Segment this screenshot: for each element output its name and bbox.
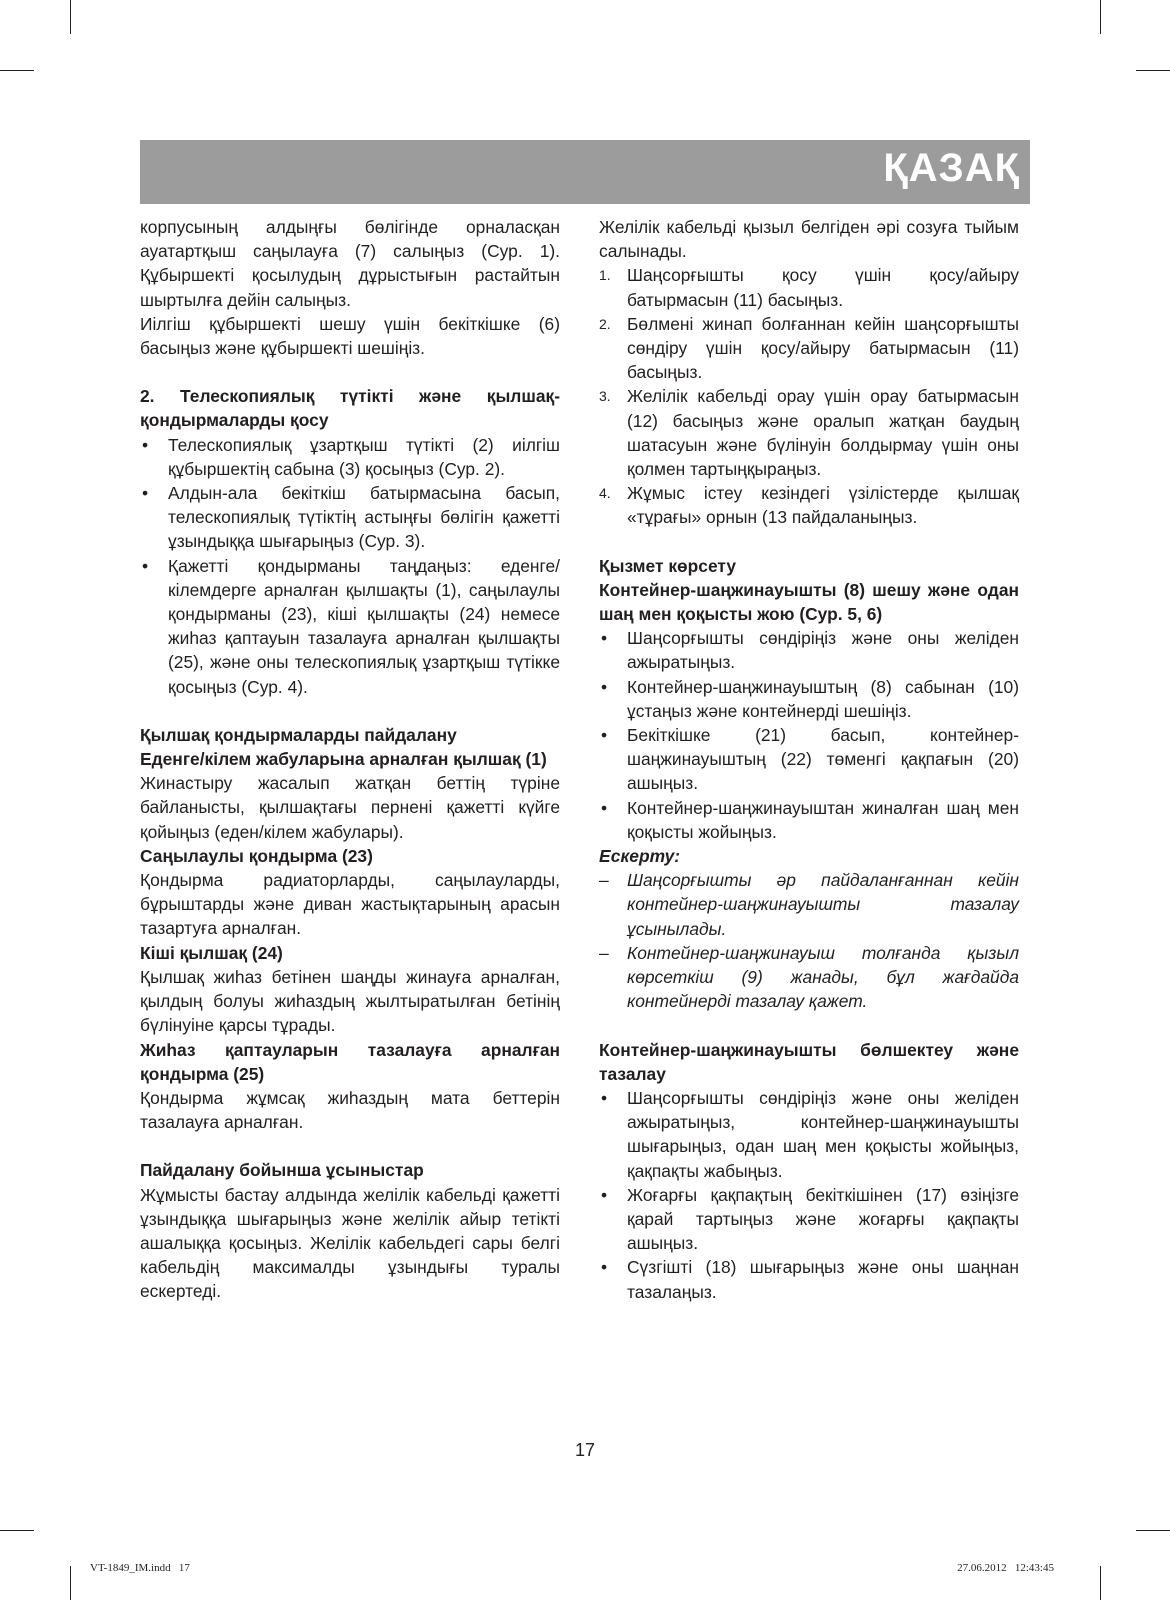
section-heading: Қылшақ қондырмаларды пайдалану — [140, 724, 457, 745]
note-heading: Ескерту: — [599, 846, 681, 867]
crop-mark — [70, 0, 71, 34]
list-item: • Шаңсорғышты сөндіріңіз және оны желіден ажыратыңыз. — [601, 628, 1019, 673]
bullet-list — [599, 626, 1019, 844]
paragraph: Жинастыру жасалып жатқан беттің түріне байланысты, қылшақтағы пернені қажетті күйге қойыңыз (еден/кілем жабулары). — [140, 773, 560, 842]
bullet-marker: • — [601, 1087, 608, 1108]
right-column — [599, 215, 1019, 1304]
page-number: 17 — [574, 1440, 596, 1460]
section-heading: Пайдалану бойынша ұсыныстар — [140, 1160, 424, 1181]
crop-mark — [1136, 70, 1170, 71]
list-number: 3. — [599, 388, 611, 405]
section-heading: Қызмет көрсету — [599, 555, 737, 576]
bullet-marker: • — [601, 725, 608, 746]
bullet-marker: • — [601, 1184, 608, 1205]
dash-marker: – — [599, 870, 609, 891]
bullet-marker: • — [142, 434, 149, 455]
list-item: 2. Бөлмені жинап болғаннан кейін шаңсорғышты сөндіру үшін қосу/айыру батырмасын (11) басыңыз. — [599, 313, 1019, 383]
crop-mark — [1136, 1530, 1170, 1531]
subheading: Жиһаз қаптауларын тазалауға арналған қондырма (25) — [140, 1039, 560, 1084]
section-heading: Контейнер-шаңжинауышты бөлшектеу және тазалау — [599, 1039, 1019, 1084]
dash-marker: – — [599, 942, 609, 963]
bullet-marker: • — [601, 1257, 608, 1278]
subheading: Кіші қылшақ (24) — [140, 942, 283, 963]
bullet-marker: • — [142, 555, 149, 576]
bullet-marker: • — [601, 797, 608, 818]
footer-timestamp: 27.06.2012 12:43:45 — [957, 1562, 1054, 1574]
intro-paragraph: корпусының алдыңғы бөлігінде орналасқан ауатартқыш саңылауға (7) салыңыз (Сур. 1). Құбыршекті қосылудың дұрыстығын растайтын шыртылға дейін салыңыз. — [140, 217, 560, 310]
list-item: • Алдын-ала бекіткіш батырмасына басып, телескопиялық түтіктің астыңғы бөлігін қажетті ұзындыққа шығарыңыз (Сур. 3). — [142, 483, 560, 552]
footer-filename: VT-1849_IM.indd 17 — [90, 1562, 190, 1574]
bullet-list — [140, 433, 560, 699]
crop-mark — [0, 1530, 34, 1531]
list-item: • Контейнер-шаңжинауыштың (8) сабынан (10) ұстаңыз және контейнерді шешіңіз. — [601, 676, 1019, 721]
list-item: • Сүзгішті (18) шығарыңыз және оны шаңнан тазалаңыз. — [601, 1257, 1019, 1302]
list-item: 4. Жұмыс істеу кезіндегі үзілістерде қылшақ «тұрағы» орнын (13 пайдаланыңыз. — [599, 483, 1019, 528]
list-item: • Контейнер-шаңжинауыштан жиналған шаң мен қоқысты жойыңыз. — [601, 797, 1019, 842]
list-item: • Бекіткішке (21) басып, контейнер-шаңжинауыштың (22) төменгі қақпағын (20) ашыңыз. — [601, 725, 1019, 794]
section-heading: 2. Телескопиялық түтікті және қылшақ-қондырмаларды қосу — [140, 386, 560, 431]
note-item: – Шаңсорғышты әр пайдаланғаннан кейін контейнер-шаңжинауышты тазалау ұсынылады. — [599, 870, 1019, 939]
list-number: 4. — [599, 485, 611, 502]
list-item: 3. Желілік кабельді орау үшін орау батырмасын (12) басыңыз және оралып жатқан баудың шатасуын және бүлінуін болдырмау үшін оны қолмен тартыңқыраңыз. — [599, 386, 1019, 480]
list-item: 1. Шаңсорғышты қосу үшін қосу/айыру батырмасын (11) басыңыз. — [599, 265, 1019, 310]
bullet-marker: • — [142, 483, 149, 504]
language-title: ҚАЗАҚ — [883, 146, 1020, 190]
crop-mark — [1100, 1566, 1101, 1600]
crop-mark — [0, 70, 34, 71]
list-item: • Телескопиялық ұзартқыш түтікті (2) иілгіш құбыршектің сабына (3) қосыңыз (Сур. 2). — [142, 434, 560, 479]
crop-mark — [70, 1566, 71, 1600]
list-item: • Жоғарғы қақпақтың бекіткішінен (17) өзіңізге қарай тартыңыз және жоғарғы қақпақты ашыңыз. — [601, 1184, 1019, 1254]
list-number: 2. — [599, 315, 611, 332]
paragraph: Желілік кабельді қызыл белгіден әрі созуға тыйым салынады. — [599, 217, 1019, 262]
list-item: • Қажетті қондырманы таңдаңыз: еденге/кілемдерге арналған қылшақты (1), саңылаулы қондырманы (23), кіші қылшақты (24) немесе жиһаз қаптауын тазалауға арналған қылшақты (25), және оны телескопиялық ұзартқыш түтікке қосыңыз (Сур. 4). — [142, 555, 560, 697]
language-header-bar — [140, 140, 1030, 204]
paragraph: Қылшақ жиһаз бетінен шаңды жинауға арналған, қылдың болуы жиһаздың жылтыратылған бетінің бүлінуіне қарсы тұрады. — [140, 966, 560, 1036]
subheading: Саңылаулы қондырма (23) — [140, 845, 373, 866]
subheading: Контейнер-шаңжинауышты (8) шешу және одан шаң мен қоқысты жою (Сур. 5, 6) — [599, 579, 1019, 625]
list-number: 1. — [599, 267, 611, 284]
note-list — [599, 868, 1019, 1013]
bullet-list — [599, 1086, 1019, 1304]
subheading: Еденге/кілем жабуларына арналған қылшақ (1) — [140, 749, 547, 770]
left-column — [140, 215, 560, 1304]
note-item: – Контейнер-шаңжинауыш толғанда қызыл көрсеткіш (9) жанады, бұл жағдайда контейнерді тазалау қажет. — [599, 942, 1019, 1012]
paragraph: Қондырма радиаторларды, саңылауларды, бұрыштарды және диван жастықтарының арасын тазартуға арналған. — [140, 870, 560, 939]
bullet-marker: • — [601, 676, 608, 697]
paragraph: Жұмысты бастау алдында желілік кабельді қажетті ұзындыққа шығарыңыз және желілік айыр тетікті ашалыққа қосыңыз. Желілік кабельдегі сары белгі кабельдің максималды ұзындығы туралы ескертеді. — [140, 1184, 560, 1302]
paragraph: Қондырма жұмсақ жиһаздың мата беттерін тазалауға арналған. — [140, 1087, 560, 1133]
bullet-marker: • — [601, 628, 608, 649]
intro-paragraph: Иілгіш құбыршекті шешу үшін бекіткішке (6) басыңыз және құбыршекті шешіңіз. — [140, 313, 560, 359]
numbered-list — [599, 263, 1019, 529]
list-item: • Шаңсорғышты сөндіріңіз және оны желіден ажыратыңыз, контейнер-шаңжинауышты шығарыңыз, одан шаң мен қоқысты жойыңыз, қақпақты жабыңыз. — [601, 1087, 1019, 1181]
crop-mark — [1100, 0, 1101, 34]
